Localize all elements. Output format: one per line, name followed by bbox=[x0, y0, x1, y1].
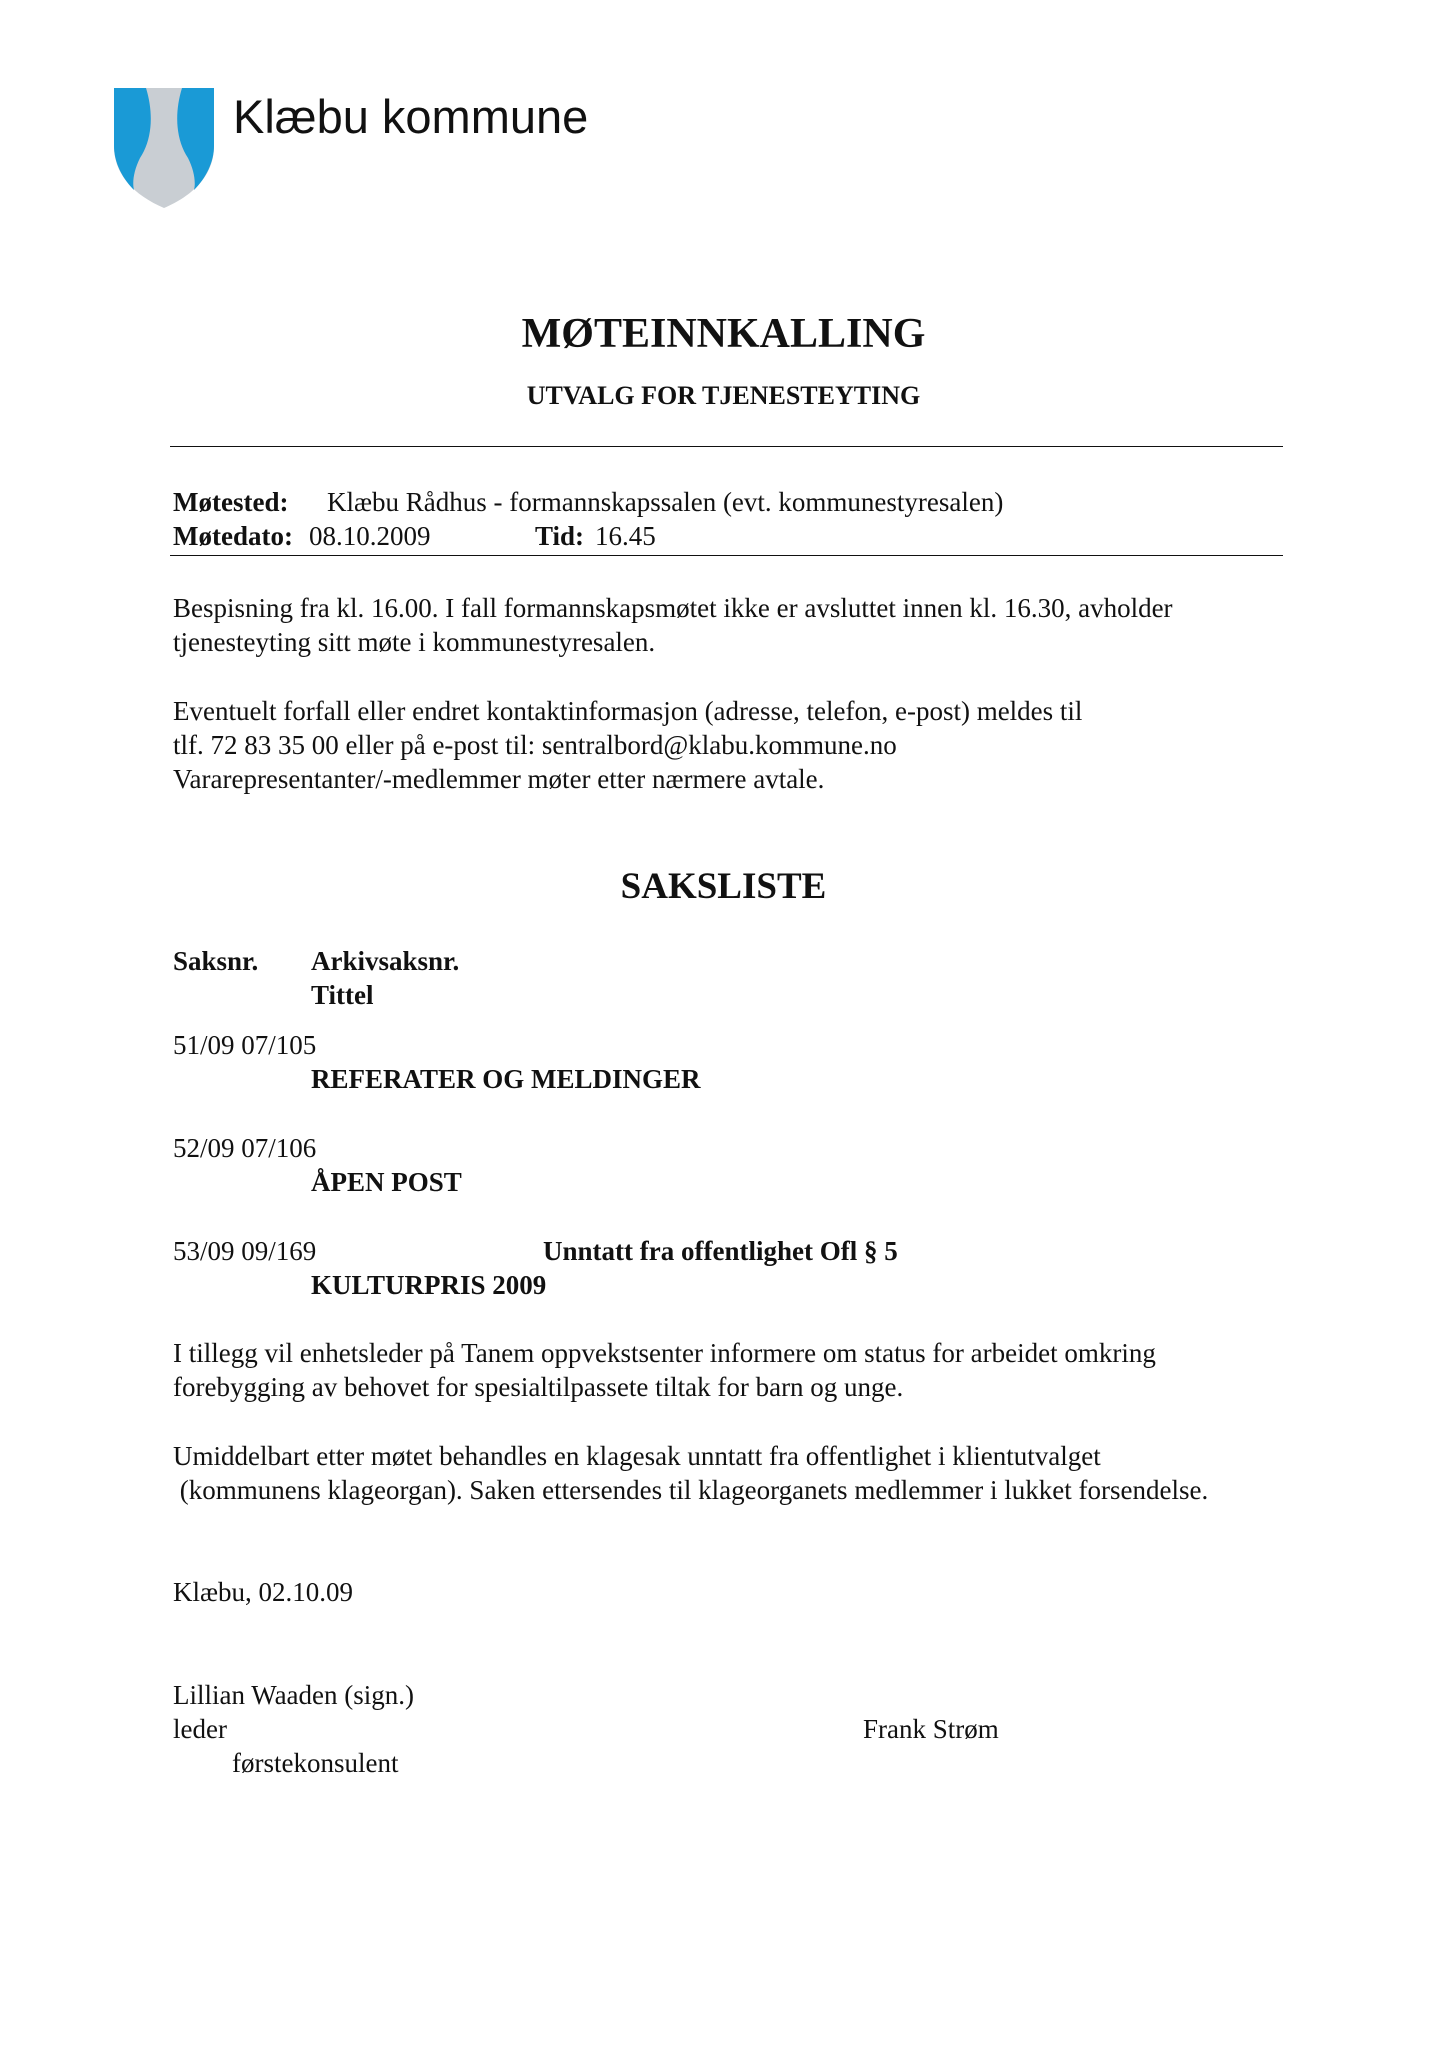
intro-line: Bespisning fra kl. 16.00. I fall formannskapsmøtet ikke er avsluttet innen kl. 16.30, avholder bbox=[173, 593, 1173, 623]
meeting-time-label: Tid: bbox=[535, 521, 585, 551]
intro-line: Eventuelt forfall eller endret kontaktinformasjon (adresse, telefon, e-post) meldes til bbox=[173, 696, 1083, 726]
agenda-heading: SAKSLISTE bbox=[620, 866, 827, 907]
agenda-item-numbers: 53/09 09/169 bbox=[173, 1236, 317, 1266]
signature-right-role: førstekonsulent bbox=[232, 1748, 399, 1778]
column-title: Tittel bbox=[311, 980, 374, 1010]
signature-left-name: Lillian Waaden (sign.) bbox=[173, 1680, 415, 1710]
agenda-item-numbers: 51/09 07/105 bbox=[173, 1030, 317, 1060]
intro-line: Vararepresentanter/-medlemmer møter etter nærmere avtale. bbox=[173, 764, 825, 794]
signature-right-name: Frank Strøm bbox=[863, 1714, 999, 1744]
meeting-time-value: 16.45 bbox=[595, 521, 656, 551]
note-line: (kommunens klageorgan). Saken ettersendes til klageorganets medlemmer i lukket forsendelse. bbox=[173, 1475, 1209, 1505]
agenda-item-confidential-note: Unntatt fra offentlighet Ofl § 5 bbox=[543, 1236, 898, 1266]
meeting-date-value: 08.10.2009 bbox=[309, 521, 431, 551]
agenda-item-title: KULTURPRIS 2009 bbox=[311, 1270, 547, 1300]
document-subtitle: UTVALG FOR TJENESTEYTING bbox=[526, 381, 921, 410]
agenda-item-numbers: 52/09 07/106 bbox=[173, 1133, 317, 1163]
header-divider bbox=[170, 446, 1283, 447]
intro-line: tlf. 72 83 35 00 eller på e-post til: sentralbord@klabu.kommune.no bbox=[173, 730, 897, 760]
meeting-place-value: Klæbu Rådhus - formannskapssalen (evt. kommunestyresalen) bbox=[327, 487, 1004, 517]
meeting-date-label: Møtedato: bbox=[173, 521, 293, 551]
document-title: MØTEINNKALLING bbox=[521, 311, 926, 357]
note-line: forebygging av behovet for spesialtilpassete tiltak for barn og unge. bbox=[173, 1372, 904, 1402]
place-and-date: Klæbu, 02.10.09 bbox=[173, 1577, 354, 1607]
coat-of-arms-icon bbox=[112, 86, 216, 210]
note-line: I tillegg vil enhetsleder på Tanem oppvekstsenter informere om status for arbeidet omkring bbox=[173, 1338, 1156, 1368]
intro-line: tjenesteyting sitt møte i kommunestyresalen. bbox=[173, 627, 656, 657]
municipality-name: Klæbu kommune bbox=[233, 90, 589, 143]
meeting-place-label: Møtested: bbox=[173, 487, 289, 517]
agenda-item-title: ÅPEN POST bbox=[311, 1167, 462, 1197]
meeting-info-divider bbox=[170, 555, 1283, 556]
column-archive-no: Arkivsaksnr. bbox=[311, 946, 460, 976]
signature-left-role: leder bbox=[173, 1714, 227, 1744]
agenda-item-title: REFERATER OG MELDINGER bbox=[311, 1064, 701, 1094]
column-case-no: Saksnr. bbox=[173, 946, 259, 976]
note-line: Umiddelbart etter møtet behandles en klagesak unntatt fra offentlighet i klientutvalget bbox=[173, 1441, 1101, 1471]
